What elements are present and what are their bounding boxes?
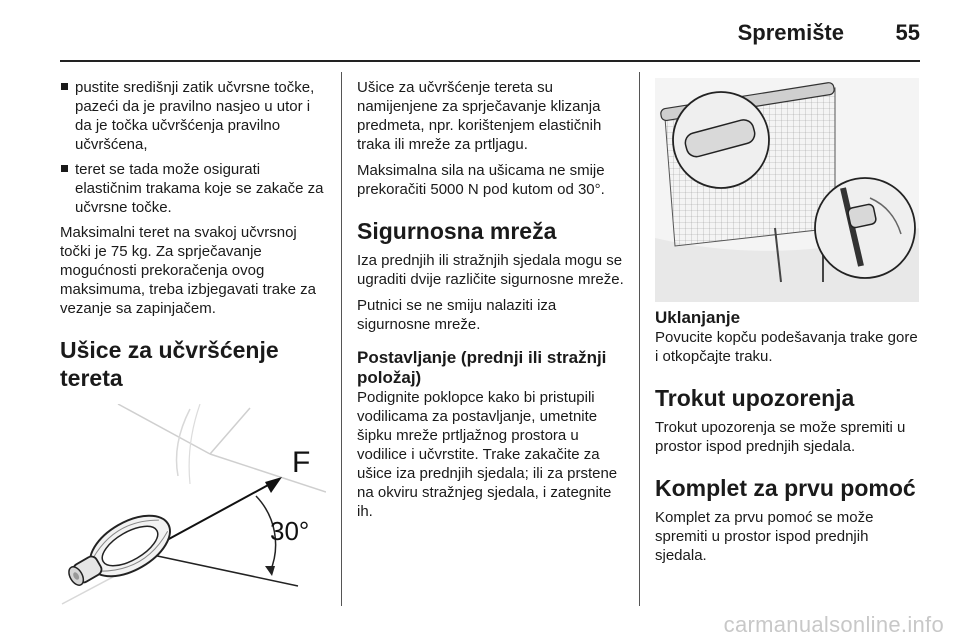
max-load-paragraph: Maksimalni teret na svakoj učvrsnoj točki je 75 kg. Za sprječavanje mogućnosti prekoračenja ovog maksimuma, treba izbjegavati trake za vezanje sa zapinjačem. bbox=[60, 224, 316, 317]
installation-paragraph: Podignite poklopce kako bi pristupili vodilicama za postavljanje, umetnite šipku mreže prtljažnog prostora u vodilice i učvrstite. Trake zakačite za ušice iza prednjih sjedala; ili za prstene na okviru stražnjeg sjedala, i zategnite ih. bbox=[357, 389, 618, 520]
column-divider-1 bbox=[341, 72, 342, 606]
removal-paragraph: Povucite kopču podešavanja trake gore i otkopčajte traku. bbox=[655, 329, 918, 365]
page-number: 55 bbox=[895, 20, 920, 45]
bullet-list bbox=[60, 78, 328, 217]
section-heading-safety-net: Sigurnosna mreža bbox=[357, 218, 557, 244]
passenger-warning-paragraph: Putnici se ne smiju nalaziti iza sigurnosne mreže. bbox=[357, 297, 557, 333]
right-column bbox=[655, 78, 921, 572]
column-divider-2 bbox=[639, 72, 640, 606]
section-heading-first-aid-kit: Komplet za prvu pomoć bbox=[655, 475, 916, 501]
subheading-removal: Uklanjanje bbox=[655, 308, 741, 327]
page-title: Spremište bbox=[737, 20, 844, 45]
subheading-installation: Postavljanje (prednji ili stražnji položaj) bbox=[357, 348, 607, 387]
warning-triangle-paragraph: Trokut upozorenja se može spremiti u prostor ispod prednjih sjedala. bbox=[655, 419, 906, 455]
max-force-paragraph: Maksimalna sila na ušicama ne smije prekoračiti 5000 N pod kutom od 30°. bbox=[357, 162, 605, 198]
bullet-item: teret se tada može osigurati elastičnim trakama koje se zakače za učvrsne točke. bbox=[60, 160, 328, 217]
left-column bbox=[60, 78, 328, 614]
watermark: carmanualsonline.info bbox=[723, 612, 944, 637]
safety-net-illustration bbox=[655, 78, 919, 302]
first-aid-kit-paragraph: Komplet za prvu pomoć se može spremiti u prostor ispod prednjih sjedala. bbox=[655, 509, 874, 564]
force-label: F bbox=[292, 446, 311, 479]
tie-down-purpose-paragraph: Ušice za učvršćenje tereta su namijenjene za sprječavanje klizanja predmeta, npr. korištenjem elastičnih traka ili mreže za prtljagu. bbox=[357, 79, 602, 153]
section-heading-tie-down-eyes: Ušice za učvršćenje tereta bbox=[60, 337, 279, 391]
middle-column bbox=[357, 78, 627, 528]
page-header bbox=[60, 14, 920, 60]
header-rule bbox=[60, 60, 920, 62]
safety-net-intro-paragraph: Iza prednjih ili stražnjih sjedala mogu se ugraditi dvije različite sigurnosne mreže. bbox=[357, 252, 624, 288]
bullet-item: pustite središnji zatik učvrsne točke, pazeći da je pravilno nasjeo u utor i da je točka učvršćenja pravilno učvršćena, bbox=[60, 78, 328, 154]
angle-label: 30° bbox=[270, 516, 310, 546]
section-heading-warning-triangle: Trokut upozorenja bbox=[655, 385, 855, 411]
tie-down-eye-illustration bbox=[60, 404, 326, 614]
